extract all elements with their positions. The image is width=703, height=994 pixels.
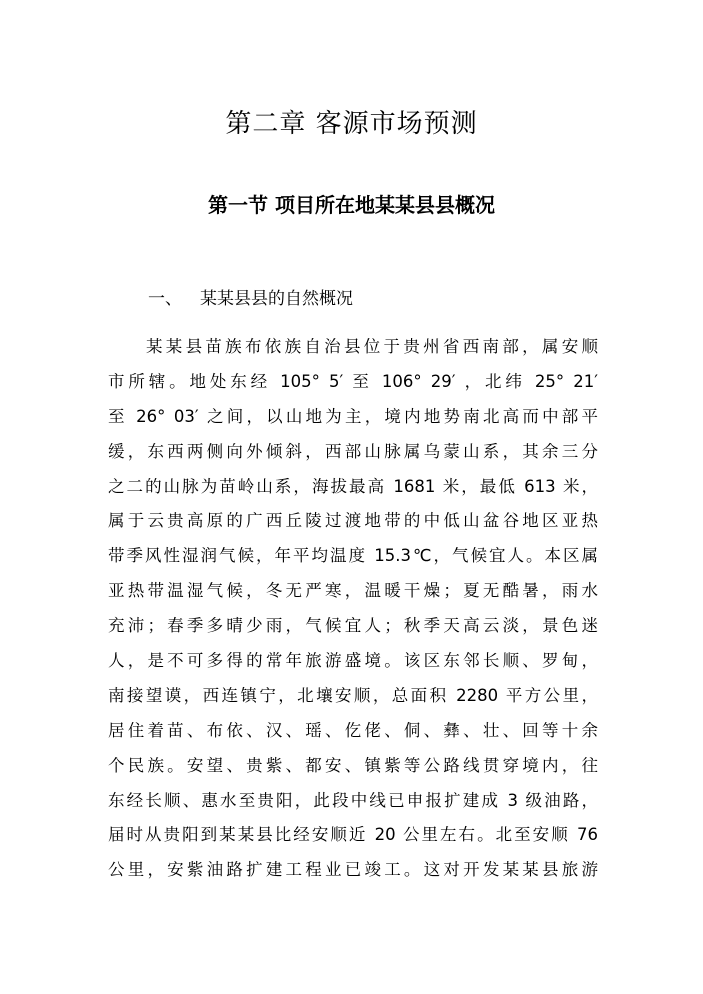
chapter-title: 第二章 客源市场预测	[225, 109, 478, 139]
paragraph-line: 之二的山脉为苗岭山系，海拔最高 1681 米，最低 613 米，	[108, 476, 598, 496]
body-paragraph	[108, 330, 598, 888]
paragraph-line: 公里，安紫油路扩建工程业已竣工。这对开发某某县旅游	[108, 860, 598, 880]
subsection-title: 某某县县的自然概况	[200, 289, 353, 309]
paragraph-line: 某某县苗族布依族自治县位于贵州省西南部，属安顺	[146, 337, 598, 356]
paragraph-line: 人，是不可多得的常年旅游盛境。该区东邻长顺、罗甸，	[108, 651, 598, 671]
paragraph-line: 亚热带温湿气候，冬无严寒，温暖干燥；夏无酷暑，雨水	[108, 581, 598, 601]
paragraph-line: 市所辖。地处东经 105° 5′ 至 106° 29′ ，北纬 25° 21′	[108, 371, 598, 391]
paragraph-line: 充沛；春季多晴少雨，气候宜人；秋季天高云淡，景色迷	[108, 616, 598, 636]
section-title: 第一节 项目所在地某某县县概况	[208, 193, 495, 217]
paragraph-line: 居住着苗、布依、汉、瑶、仡佬、侗、彝、壮、回等十余	[108, 720, 598, 740]
paragraph-line: 缓，东西两侧向外倾斜，西部山脉属乌蒙山系，其余三分	[108, 441, 598, 461]
paragraph-line: 南接望谟，西连镇宁，北壤安顺，总面积 2280 平方公里，	[108, 685, 598, 705]
paragraph-line: 东经长顺、惠水至贵阳，此段中线已申报扩建成 3 级油路，	[108, 790, 598, 810]
subsection-number: 一、	[148, 289, 182, 309]
subsection-heading	[148, 287, 353, 311]
paragraph-line: 至 26° 03′ 之间，以山地为主，境内地势南北高而中部平	[108, 406, 598, 426]
paragraph-line: 带季风性湿润气候，年平均温度 15.3℃，气候宜人。本区属	[108, 546, 598, 566]
paragraph-line: 属于云贵高原的广西丘陵过渡地带的中低山盆谷地区亚热	[108, 511, 598, 531]
paragraph-line: 个民族。安望、贵紫、都安、镇紫等公路线贯穿境内，往	[108, 755, 598, 775]
paragraph-line: 届时从贵阳到某某县比经安顺近 20 公里左右。北至安顺 76	[108, 825, 598, 845]
